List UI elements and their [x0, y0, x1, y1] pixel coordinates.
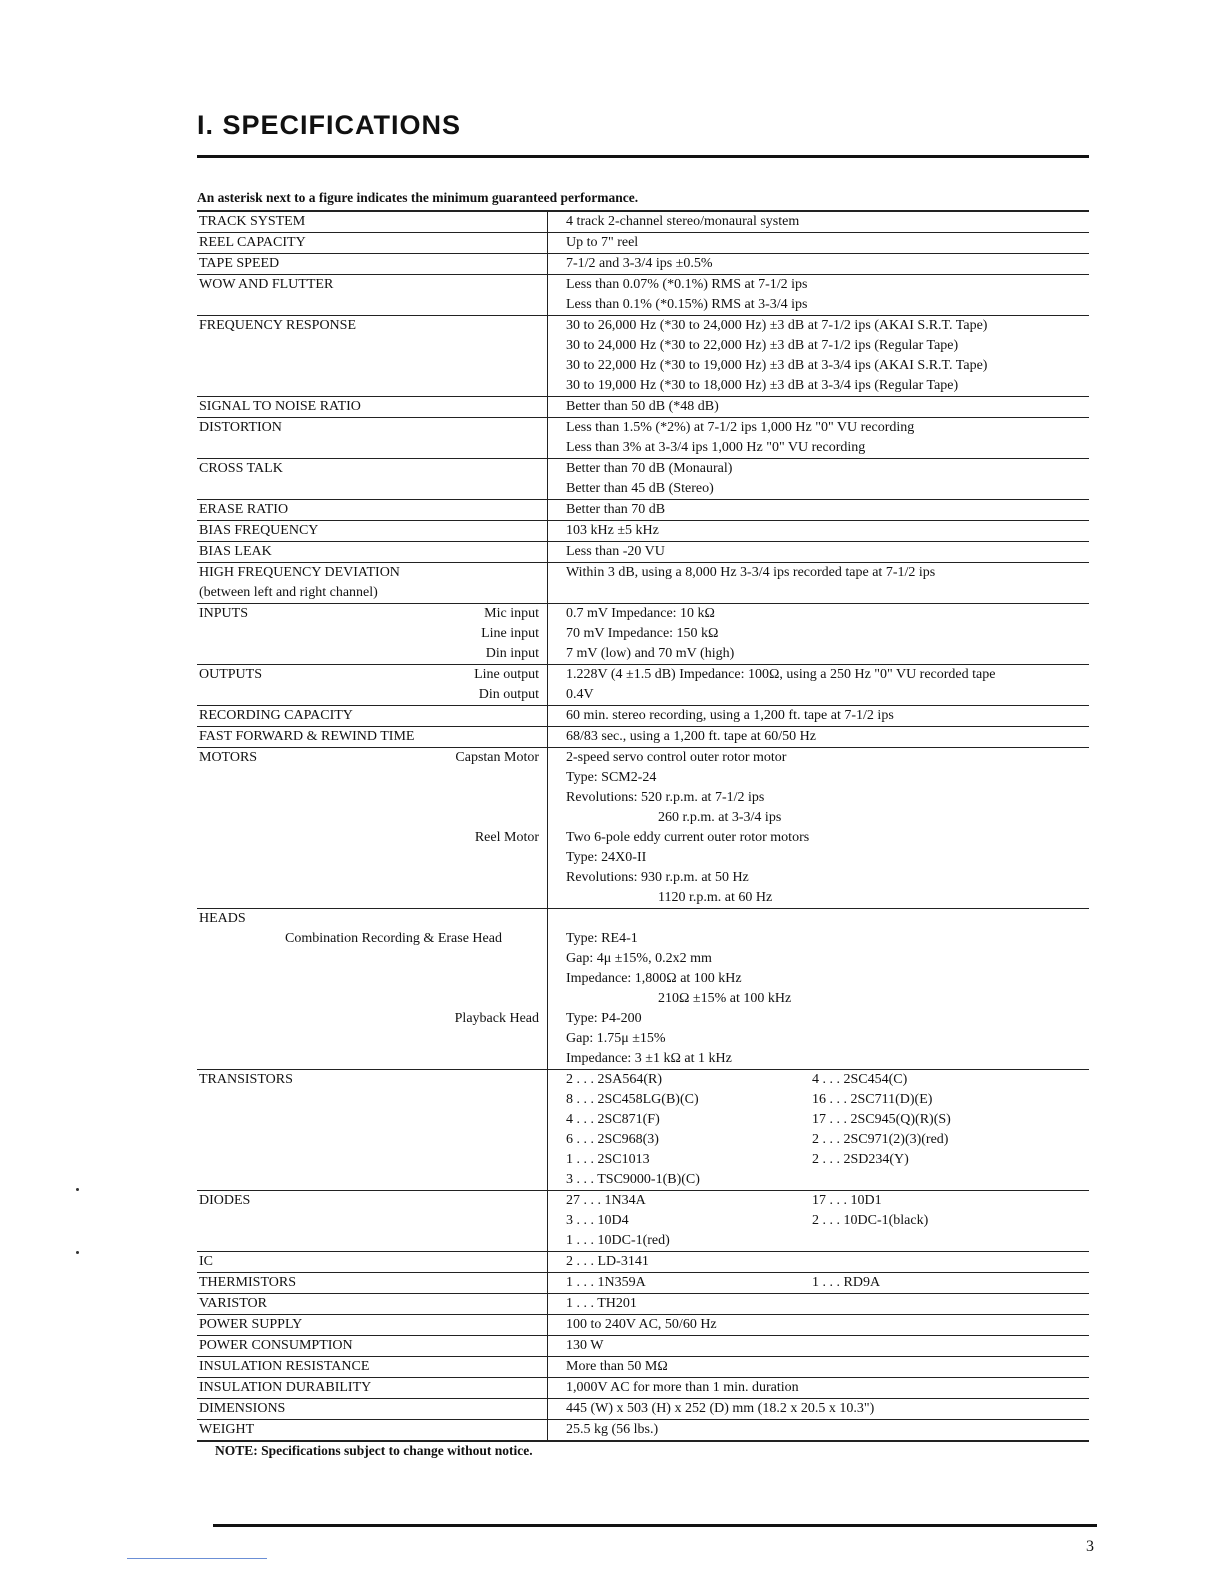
spec-label: DIODES — [199, 1193, 251, 1208]
spec-value-cell — [548, 418, 1090, 459]
spec-label: INSULATION DURABILITY — [199, 1380, 372, 1395]
spec-label: WOW AND FLUTTER — [199, 277, 334, 292]
spec-label-cell — [197, 1399, 548, 1420]
spec-label-cell — [197, 1191, 548, 1252]
spec-label: HIGH FREQUENCY DEVIATION — [199, 565, 400, 580]
spec-label-line — [199, 748, 539, 768]
spacer-line — [199, 808, 539, 828]
spec-value-line: Up to 7" reel — [566, 235, 639, 250]
capstan-motor-label: Capstan Motor — [455, 750, 539, 765]
spec-label-line — [199, 685, 539, 705]
spec-label: THERMISTORS — [199, 1275, 296, 1290]
spec-label: TRANSISTORS — [199, 1072, 293, 1087]
spec-value-line: Less than 3% at 3-3/4 ips 1,000 Hz "0" VU recording — [566, 440, 866, 455]
reel-motor-label: Reel Motor — [474, 830, 539, 845]
spec-label-cell — [197, 1294, 548, 1315]
spec-row — [197, 1315, 1089, 1336]
spec-label-cell — [197, 1252, 548, 1273]
parts-item: 1 . . . 1N359A — [566, 1275, 646, 1290]
parts-item: 17 . . . 2SC945(Q)(R)(S) — [812, 1112, 951, 1127]
spec-row — [197, 727, 1089, 748]
spec-value-line: 25.5 kg (56 lbs.) — [566, 1422, 659, 1437]
parts-item: 1 . . . 2SC1013 — [566, 1152, 650, 1167]
spec-value-cell — [548, 1191, 1090, 1252]
spec-row — [197, 1252, 1089, 1273]
scan-mark — [127, 1558, 267, 1559]
spacer-line — [199, 949, 539, 969]
spec-label-cell — [197, 604, 548, 665]
spec-value-line: Gap: 1.75μ ±15% — [566, 1031, 666, 1046]
spec-value-line: Revolutions: 520 r.p.m. at 7-1/2 ips — [566, 790, 765, 805]
spec-label: WEIGHT — [199, 1422, 255, 1437]
spec-label: DISTORTION — [199, 420, 282, 435]
parts-item: 2 . . . 10DC-1(black) — [812, 1213, 929, 1228]
spec-row — [197, 1191, 1089, 1252]
spec-value-cell — [548, 604, 1090, 665]
thermistors-list — [566, 1273, 1089, 1293]
spec-value-line: 210Ω ±15% at 100 kHz — [658, 991, 792, 1006]
specifications-table — [197, 210, 1089, 1442]
spec-value-line: Within 3 dB, using a 8,000 Hz 3-3/4 ips recorded tape at 7-1/2 ips — [566, 565, 936, 580]
spec-value-cell — [548, 397, 1090, 418]
spec-value-line: 60 min. stereo recording, using a 1,200 ft. tape at 7-1/2 ips — [566, 708, 894, 723]
spacer-line — [566, 909, 1089, 929]
spec-value-cell — [548, 1252, 1090, 1273]
spec-value-line: 1120 r.p.m. at 60 Hz — [658, 890, 773, 905]
spec-label-cell — [197, 1336, 548, 1357]
spec-row — [197, 254, 1089, 275]
spec-row — [197, 316, 1089, 397]
spec-value-cell — [548, 748, 1090, 909]
parts-item: 3 . . . 10D4 — [566, 1213, 629, 1228]
spec-value-cell — [548, 275, 1090, 316]
spec-label-cell — [197, 254, 548, 275]
transistors-list — [566, 1070, 1089, 1190]
spec-value-line: 1 . . . TH201 — [566, 1296, 637, 1311]
parts-item: 2 . . . 2SC971(2)(3)(red) — [812, 1132, 949, 1147]
parts-item: 6 . . . 2SC968(3) — [566, 1132, 659, 1147]
spec-label-line — [199, 665, 539, 685]
spec-label: OUTPUTS — [199, 667, 263, 682]
spec-value-line: 30 to 26,000 Hz (*30 to 24,000 Hz) ±3 dB at 7-1/2 ips (AKAI S.R.T. Tape) — [566, 318, 988, 333]
parts-item: 4 . . . 2SC454(C) — [812, 1072, 908, 1087]
spec-label-cell — [197, 542, 548, 563]
spec-value-line: Better than 70 dB — [566, 502, 666, 517]
spec-value-line: Two 6-pole eddy current outer rotor motors — [566, 830, 810, 845]
spec-row — [197, 1378, 1089, 1399]
spec-value-cell — [548, 211, 1090, 233]
scan-speck — [76, 1188, 79, 1191]
spec-label: IC — [199, 1254, 213, 1269]
spec-row — [197, 542, 1089, 563]
spacer-line — [199, 969, 539, 989]
spec-label-cell — [197, 316, 548, 397]
spec-value-line: 30 to 24,000 Hz (*30 to 22,000 Hz) ±3 dB at 7-1/2 ips (Regular Tape) — [566, 338, 959, 353]
spec-value-line: Better than 45 dB (Stereo) — [566, 481, 714, 496]
spec-label: CROSS TALK — [199, 461, 283, 476]
page-title: I. SPECIFICATIONS — [197, 110, 462, 140]
spec-label-line — [199, 604, 539, 624]
spec-row — [197, 1336, 1089, 1357]
spec-label-cell — [197, 1420, 548, 1442]
spec-value-line: More than 50 MΩ — [566, 1359, 668, 1374]
spec-value-cell — [548, 909, 1090, 1070]
spec-value-cell — [548, 521, 1090, 542]
page-number: 3 — [1086, 1538, 1094, 1555]
spec-label: INPUTS — [199, 606, 249, 621]
parts-item — [812, 1231, 1089, 1251]
spec-label: INSULATION RESISTANCE — [199, 1359, 370, 1374]
spec-value-line: 7 mV (low) and 70 mV (high) — [566, 646, 735, 661]
spec-sublabel: Line input — [481, 626, 539, 641]
spec-sublabel: Din input — [485, 646, 539, 661]
spec-row — [197, 500, 1089, 521]
footer-rule — [213, 1524, 1097, 1527]
spec-value-line: 260 r.p.m. at 3-3/4 ips — [658, 810, 782, 825]
parts-item: 17 . . . 10D1 — [812, 1193, 882, 1208]
title-rule — [197, 155, 1089, 158]
spec-value-line: 1,000V AC for more than 1 min. duration — [566, 1380, 799, 1395]
spec-label-cell — [197, 1315, 548, 1336]
spec-value-line: Less than 0.07% (*0.1%) RMS at 7-1/2 ips — [566, 277, 808, 292]
spec-sublabel: Line output — [474, 667, 539, 682]
spec-label: POWER SUPPLY — [199, 1317, 303, 1332]
spec-value-line: 1.228V (4 ±1.5 dB) Impedance: 100Ω, using a 250 Hz "0" VU recorded tape — [566, 667, 996, 682]
spec-value-cell — [548, 706, 1090, 727]
spec-label-cell — [197, 706, 548, 727]
spec-value-line: Impedance: 1,800Ω at 100 kHz — [566, 971, 742, 986]
spec-label-cell — [197, 1070, 548, 1191]
spec-value-line: Type: SCM2-24 — [566, 770, 657, 785]
spec-label-line — [199, 644, 539, 664]
spec-value-cell — [548, 459, 1090, 500]
spec-row — [197, 909, 1089, 1070]
parts-item: 1 . . . 10DC-1(red) — [566, 1233, 670, 1248]
spec-value-line: 7-1/2 and 3-3/4 ips ±0.5% — [566, 256, 713, 271]
spec-value-cell — [548, 1273, 1090, 1294]
spec-value-line: 68/83 sec., using a 1,200 ft. tape at 60/50 Hz — [566, 729, 817, 744]
spec-label-cell — [197, 1273, 548, 1294]
spec-value-line: 445 (W) x 503 (H) x 252 (D) mm (18.2 x 20.5 x 10.3") — [566, 1401, 875, 1416]
spec-row — [197, 1273, 1089, 1294]
parts-item: 2 . . . 2SD234(Y) — [812, 1152, 909, 1167]
spec-value-line: 4 track 2-channel stereo/monaural system — [566, 214, 800, 229]
spec-value-cell — [548, 1357, 1090, 1378]
spec-row — [197, 604, 1089, 665]
spec-label-cell — [197, 1357, 548, 1378]
spacer-line — [199, 989, 539, 1009]
spec-value-cell — [548, 233, 1090, 254]
spec-label: ERASE RATIO — [199, 502, 289, 517]
spec-value-cell — [548, 1378, 1090, 1399]
spec-value-cell — [548, 1399, 1090, 1420]
spec-row — [197, 1420, 1089, 1442]
spec-value-line: Gap: 4μ ±15%, 0.2x2 mm — [566, 951, 712, 966]
spec-value-cell — [548, 563, 1090, 604]
spec-value-cell — [548, 316, 1090, 397]
spec-value-line: 70 mV Impedance: 150 kΩ — [566, 626, 719, 641]
spec-label-note: (between left and right channel) — [199, 585, 378, 600]
spec-label: FAST FORWARD & REWIND TIME — [199, 729, 415, 744]
spec-row — [197, 1070, 1089, 1191]
diodes-list — [566, 1191, 1089, 1251]
spec-label-cell — [197, 521, 548, 542]
spec-value-line: 100 to 240V AC, 50/60 Hz — [566, 1317, 717, 1332]
spec-row — [197, 665, 1089, 706]
spec-value-line: Type: P4-200 — [566, 1011, 642, 1026]
spec-value-line: 2-speed servo control outer rotor motor — [566, 750, 787, 765]
spec-value-line: Better than 50 dB (*48 dB) — [566, 399, 719, 414]
parts-item — [812, 1170, 1089, 1190]
combo-head-label: Combination Recording & Erase Head — [285, 931, 502, 946]
spec-label: TRACK SYSTEM — [199, 214, 306, 229]
parts-item: 3 . . . TSC9000-1(B)(C) — [566, 1172, 700, 1187]
spec-value-line: 0.4V — [566, 687, 594, 702]
spec-label: BIAS LEAK — [199, 544, 272, 559]
spec-value-line: 0.7 mV Impedance: 10 kΩ — [566, 606, 715, 621]
parts-item: 1 . . . RD9A — [812, 1275, 881, 1290]
intro-text: An asterisk next to a figure indicates the minimum guaranteed performance. — [197, 190, 639, 205]
note-text: NOTE: Specifications subject to change without notice. — [215, 1443, 533, 1458]
spec-label-cell — [197, 211, 548, 233]
spec-row — [197, 1294, 1089, 1315]
spec-value-cell — [548, 1336, 1090, 1357]
spec-label: VARISTOR — [199, 1296, 267, 1311]
spec-label-cell — [197, 563, 548, 604]
spec-label: TAPE SPEED — [199, 256, 280, 271]
spec-value-cell — [548, 1420, 1090, 1442]
spec-value-cell — [548, 727, 1090, 748]
playback-head-label: Playback Head — [454, 1011, 539, 1026]
spec-label-cell — [197, 459, 548, 500]
spec-row — [197, 211, 1089, 233]
spec-label-cell — [197, 748, 548, 909]
spec-value-line: 130 W — [566, 1338, 604, 1353]
spec-label-cell — [197, 418, 548, 459]
spec-row — [197, 233, 1089, 254]
spec-label: FREQUENCY RESPONSE — [199, 318, 357, 333]
parts-item: 8 . . . 2SC458LG(B)(C) — [566, 1092, 699, 1107]
scan-speck — [76, 1251, 79, 1254]
spec-label-cell — [197, 275, 548, 316]
spec-label: RECORDING CAPACITY — [199, 708, 353, 723]
spec-label: POWER CONSUMPTION — [199, 1338, 353, 1353]
spec-label: MOTORS — [199, 750, 258, 765]
spec-value-line: Better than 70 dB (Monaural) — [566, 461, 733, 476]
spec-row — [197, 459, 1089, 500]
spec-label-cell — [197, 233, 548, 254]
spec-sublabel: Mic input — [484, 606, 539, 621]
spec-row — [197, 748, 1089, 909]
spec-value-line: 2 . . . LD-3141 — [566, 1254, 649, 1269]
spec-label: DIMENSIONS — [199, 1401, 286, 1416]
spec-row — [197, 275, 1089, 316]
spacer-line — [199, 788, 539, 808]
spec-label-cell — [197, 397, 548, 418]
spec-value-line: Type: 24X0-II — [566, 850, 647, 865]
spec-value-line: 103 kHz ±5 kHz — [566, 523, 659, 538]
spec-row — [197, 1357, 1089, 1378]
spec-row — [197, 563, 1089, 604]
spec-value-line: 30 to 22,000 Hz (*30 to 19,000 Hz) ±3 dB at 3-3/4 ips (AKAI S.R.T. Tape) — [566, 358, 988, 373]
spec-sublabel: Din output — [478, 687, 539, 702]
spec-value-cell — [548, 1315, 1090, 1336]
spec-row — [197, 706, 1089, 727]
spec-label-cell — [197, 1378, 548, 1399]
spec-value-line: Less than -20 VU — [566, 544, 665, 559]
spec-value-line: Less than 0.1% (*0.15%) RMS at 3-3/4 ips — [566, 297, 808, 312]
spec-row — [197, 397, 1089, 418]
spacer-line — [199, 768, 539, 788]
spec-value-line: Less than 1.5% (*2%) at 7-1/2 ips 1,000 Hz "0" VU recording — [566, 420, 915, 435]
spec-value-line: Type: RE4-1 — [566, 931, 638, 946]
spec-value-line: Revolutions: 930 r.p.m. at 50 Hz — [566, 870, 749, 885]
spec-value-cell — [548, 254, 1090, 275]
spec-label-cell — [197, 727, 548, 748]
spec-label-cell — [197, 665, 548, 706]
spec-value-line: 30 to 19,000 Hz (*30 to 18,000 Hz) ±3 dB at 3-3/4 ips (Regular Tape) — [566, 378, 959, 393]
spec-value-cell — [548, 1294, 1090, 1315]
parts-item: 4 . . . 2SC871(F) — [566, 1112, 660, 1127]
parts-item: 16 . . . 2SC711(D)(E) — [812, 1092, 933, 1107]
spec-row — [197, 521, 1089, 542]
spec-value-line: Impedance: 3 ±1 kΩ at 1 kHz — [566, 1051, 732, 1066]
parts-item: 2 . . . 2SA564(R) — [566, 1072, 663, 1087]
spec-label-cell — [197, 909, 548, 1070]
spec-row — [197, 1399, 1089, 1420]
spec-label: HEADS — [199, 911, 246, 926]
spec-value-cell — [548, 500, 1090, 521]
spec-row — [197, 418, 1089, 459]
spec-label: BIAS FREQUENCY — [199, 523, 319, 538]
parts-item: 27 . . . 1N34A — [566, 1193, 646, 1208]
spec-value-cell — [548, 1070, 1090, 1191]
spec-label-cell — [197, 500, 548, 521]
spec-value-cell — [548, 665, 1090, 706]
spec-value-cell — [548, 542, 1090, 563]
spec-label: SIGNAL TO NOISE RATIO — [199, 399, 361, 414]
spec-label: REEL CAPACITY — [199, 235, 306, 250]
spec-label-line — [199, 624, 539, 644]
